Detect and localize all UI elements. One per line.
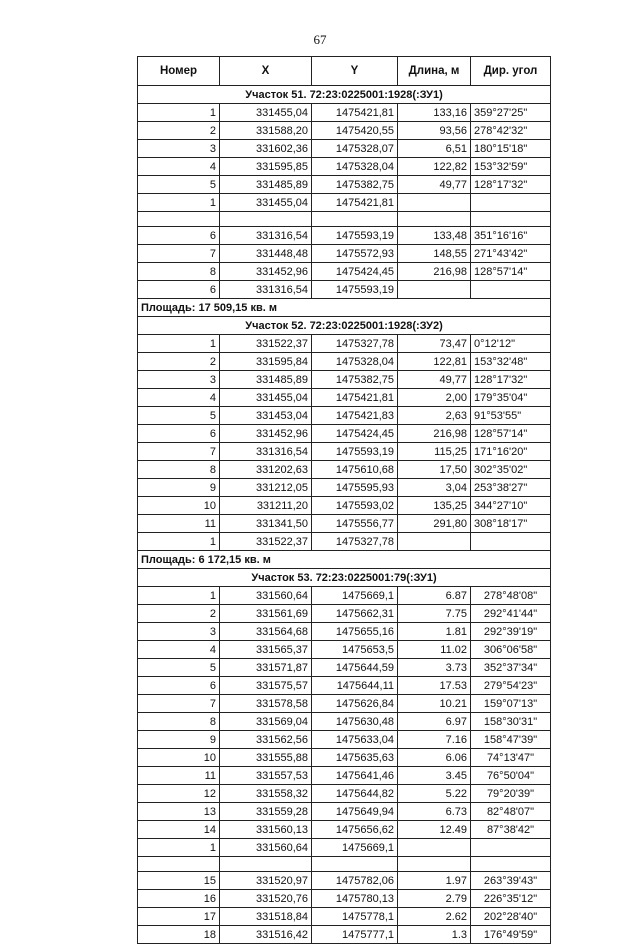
area-text: Площадь: 17 509,15 кв. м	[138, 299, 551, 317]
length-cell: 1.3	[398, 926, 471, 944]
x-cell: 331558,32	[220, 785, 312, 803]
area-row	[138, 551, 551, 569]
table-row	[138, 749, 551, 767]
point-number-cell: 5	[138, 659, 220, 677]
y-cell: 1475626,84	[312, 695, 398, 713]
length-cell: 5.22	[398, 785, 471, 803]
length-cell: 6.87	[398, 587, 471, 605]
x-cell: 331316,54	[220, 281, 312, 299]
point-number-cell: 1	[138, 104, 220, 122]
empty-cell	[220, 212, 312, 227]
length-cell: 133,16	[398, 104, 471, 122]
direction-angle-cell: 176°49'59"	[471, 926, 551, 944]
direction-angle-cell: 91°53'55"	[471, 407, 551, 425]
direction-angle-cell: 180°15'18"	[471, 140, 551, 158]
direction-angle-cell: 158°47'39"	[471, 731, 551, 749]
y-cell: 1475653,5	[312, 641, 398, 659]
length-cell: 216,98	[398, 263, 471, 281]
direction-angle-cell: 202°28'40"	[471, 908, 551, 926]
x-cell: 331595,85	[220, 158, 312, 176]
y-cell: 1475328,07	[312, 140, 398, 158]
length-cell: 3.45	[398, 767, 471, 785]
point-number-cell: 5	[138, 176, 220, 194]
y-cell: 1475382,75	[312, 176, 398, 194]
table-row	[138, 839, 551, 857]
point-number-cell: 5	[138, 407, 220, 425]
direction-angle-cell: 179°35'04"	[471, 389, 551, 407]
point-number-cell: 7	[138, 443, 220, 461]
table-row	[138, 158, 551, 176]
y-cell: 1475328,04	[312, 158, 398, 176]
section-title: Участок 51. 72:23:0225001:1928(:ЗУ1)	[138, 86, 551, 104]
table-row	[138, 281, 551, 299]
direction-angle-cell: 263°39'43"	[471, 872, 551, 890]
length-cell	[398, 533, 471, 551]
y-cell: 1475593,02	[312, 497, 398, 515]
table-row	[138, 176, 551, 194]
empty-cell	[398, 857, 471, 872]
length-cell: 115,25	[398, 443, 471, 461]
y-cell: 1475635,63	[312, 749, 398, 767]
x-cell: 331561,69	[220, 605, 312, 623]
y-cell: 1475655,16	[312, 623, 398, 641]
x-cell: 331575,57	[220, 677, 312, 695]
table-row	[138, 245, 551, 263]
y-cell: 1475593,19	[312, 443, 398, 461]
x-cell: 331520,97	[220, 872, 312, 890]
empty-cell	[138, 857, 220, 872]
direction-angle-cell: 76°50'04"	[471, 767, 551, 785]
x-cell: 331560,64	[220, 839, 312, 857]
point-number-cell: 1	[138, 587, 220, 605]
length-cell: 17,50	[398, 461, 471, 479]
table-row	[138, 803, 551, 821]
x-cell: 331485,89	[220, 176, 312, 194]
header-y: Y	[312, 57, 398, 86]
direction-angle-cell: 128°17'32"	[471, 176, 551, 194]
y-cell: 1475780,13	[312, 890, 398, 908]
empty-cell	[312, 212, 398, 227]
direction-angle-cell: 278°42'32"	[471, 122, 551, 140]
y-cell: 1475593,19	[312, 227, 398, 245]
point-number-cell: 3	[138, 371, 220, 389]
section-header-row	[138, 317, 551, 335]
direction-angle-cell: 302°35'02"	[471, 461, 551, 479]
point-number-cell: 3	[138, 623, 220, 641]
point-number-cell: 18	[138, 926, 220, 944]
table-row	[138, 515, 551, 533]
x-cell: 331588,20	[220, 122, 312, 140]
y-cell: 1475644,11	[312, 677, 398, 695]
y-cell: 1475328,04	[312, 353, 398, 371]
length-cell: 1.81	[398, 623, 471, 641]
length-cell: 7.75	[398, 605, 471, 623]
y-cell: 1475572,93	[312, 245, 398, 263]
point-number-cell: 6	[138, 281, 220, 299]
direction-angle-cell: 359°27'25"	[471, 104, 551, 122]
length-cell: 93,56	[398, 122, 471, 140]
point-number-cell: 6	[138, 425, 220, 443]
direction-angle-cell: 153°32'48"	[471, 353, 551, 371]
table-row	[138, 140, 551, 158]
y-cell: 1475644,59	[312, 659, 398, 677]
table-row	[138, 677, 551, 695]
y-cell: 1475649,94	[312, 803, 398, 821]
length-cell: 6.97	[398, 713, 471, 731]
point-number-cell: 8	[138, 461, 220, 479]
direction-angle-cell: 279°54'23"	[471, 677, 551, 695]
direction-angle-cell: 171°16'20"	[471, 443, 551, 461]
length-cell: 2,63	[398, 407, 471, 425]
table-row	[138, 785, 551, 803]
length-cell: 2.79	[398, 890, 471, 908]
x-cell: 331557,53	[220, 767, 312, 785]
table-row	[138, 227, 551, 245]
length-cell: 49,77	[398, 176, 471, 194]
header-number: Номер	[138, 57, 220, 86]
coordinates-table	[137, 56, 551, 944]
direction-angle-cell: 292°41'44"	[471, 605, 551, 623]
empty-cell	[312, 857, 398, 872]
point-number-cell: 1	[138, 194, 220, 212]
header-length: Длина, м	[398, 57, 471, 86]
x-cell: 331212,05	[220, 479, 312, 497]
x-cell: 331560,64	[220, 587, 312, 605]
area-row	[138, 299, 551, 317]
table-row	[138, 497, 551, 515]
x-cell: 331565,37	[220, 641, 312, 659]
table-row	[138, 623, 551, 641]
table-row	[138, 695, 551, 713]
point-number-cell: 17	[138, 908, 220, 926]
direction-angle-cell	[471, 533, 551, 551]
direction-angle-cell	[471, 194, 551, 212]
length-cell: 148,55	[398, 245, 471, 263]
x-cell: 331448,48	[220, 245, 312, 263]
length-cell: 12.49	[398, 821, 471, 839]
table-row	[138, 641, 551, 659]
point-number-cell: 1	[138, 533, 220, 551]
point-number-cell: 15	[138, 872, 220, 890]
x-cell: 331602,36	[220, 140, 312, 158]
y-cell: 1475327,78	[312, 335, 398, 353]
point-number-cell: 6	[138, 227, 220, 245]
empty-cell	[398, 212, 471, 227]
point-number-cell: 16	[138, 890, 220, 908]
area-text: Площадь: 6 172,15 кв. м	[138, 551, 551, 569]
direction-angle-cell: 128°57'14"	[471, 263, 551, 281]
point-number-cell: 14	[138, 821, 220, 839]
direction-angle-cell: 74°13'47"	[471, 749, 551, 767]
table-row	[138, 533, 551, 551]
point-number-cell: 9	[138, 731, 220, 749]
x-cell: 331559,28	[220, 803, 312, 821]
direction-angle-cell	[471, 839, 551, 857]
length-cell: 10.21	[398, 695, 471, 713]
table-row	[138, 443, 551, 461]
y-cell: 1475778,1	[312, 908, 398, 926]
table-body	[138, 86, 551, 944]
table-row	[138, 335, 551, 353]
table-row	[138, 731, 551, 749]
y-cell: 1475593,19	[312, 281, 398, 299]
section-title: Участок 52. 72:23:0225001:1928(:ЗУ2)	[138, 317, 551, 335]
direction-angle-cell: 292°39'19"	[471, 623, 551, 641]
length-cell: 11.02	[398, 641, 471, 659]
x-cell: 331341,50	[220, 515, 312, 533]
table-row	[138, 104, 551, 122]
x-cell: 331452,96	[220, 263, 312, 281]
y-cell: 1475782,06	[312, 872, 398, 890]
direction-angle-cell: 271°43'42"	[471, 245, 551, 263]
table-row	[138, 605, 551, 623]
table-row	[138, 587, 551, 605]
x-cell: 331455,04	[220, 389, 312, 407]
table-row	[138, 872, 551, 890]
y-cell: 1475777,1	[312, 926, 398, 944]
y-cell: 1475641,46	[312, 767, 398, 785]
blank-row	[138, 857, 551, 872]
table-row	[138, 407, 551, 425]
length-cell: 1.97	[398, 872, 471, 890]
point-number-cell: 10	[138, 749, 220, 767]
x-cell: 331518,84	[220, 908, 312, 926]
direction-angle-cell: 87°38'42"	[471, 821, 551, 839]
x-cell: 331202,63	[220, 461, 312, 479]
point-number-cell: 11	[138, 515, 220, 533]
y-cell: 1475662,31	[312, 605, 398, 623]
direction-angle-cell	[471, 281, 551, 299]
point-number-cell: 3	[138, 140, 220, 158]
table-row	[138, 122, 551, 140]
point-number-cell: 11	[138, 767, 220, 785]
section-title: Участок 53. 72:23:0225001:79(:ЗУ1)	[138, 569, 551, 587]
y-cell: 1475382,75	[312, 371, 398, 389]
x-cell: 331571,87	[220, 659, 312, 677]
point-number-cell: 2	[138, 353, 220, 371]
y-cell: 1475610,68	[312, 461, 398, 479]
point-number-cell: 4	[138, 389, 220, 407]
table-row	[138, 767, 551, 785]
length-cell: 122,82	[398, 158, 471, 176]
length-cell: 3.73	[398, 659, 471, 677]
x-cell: 331522,37	[220, 533, 312, 551]
point-number-cell: 4	[138, 158, 220, 176]
length-cell: 291,80	[398, 515, 471, 533]
direction-angle-cell: 253°38'27"	[471, 479, 551, 497]
direction-angle-cell: 306°06'58"	[471, 641, 551, 659]
x-cell: 331569,04	[220, 713, 312, 731]
direction-angle-cell: 351°16'16"	[471, 227, 551, 245]
y-cell: 1475420,55	[312, 122, 398, 140]
direction-angle-cell: 278°48'08"	[471, 587, 551, 605]
point-number-cell: 7	[138, 695, 220, 713]
table-row	[138, 479, 551, 497]
point-number-cell: 1	[138, 335, 220, 353]
table-row	[138, 461, 551, 479]
length-cell: 7.16	[398, 731, 471, 749]
table-row	[138, 425, 551, 443]
x-cell: 331452,96	[220, 425, 312, 443]
section-header-row	[138, 569, 551, 587]
table-row	[138, 821, 551, 839]
x-cell: 331564,68	[220, 623, 312, 641]
x-cell: 331316,54	[220, 227, 312, 245]
table-row	[138, 389, 551, 407]
table-row	[138, 926, 551, 944]
point-number-cell: 6	[138, 677, 220, 695]
direction-angle-cell: 82°48'07"	[471, 803, 551, 821]
x-cell: 331211,20	[220, 497, 312, 515]
y-cell: 1475669,1	[312, 587, 398, 605]
section-header-row	[138, 86, 551, 104]
x-cell: 331455,04	[220, 104, 312, 122]
table-row	[138, 713, 551, 731]
empty-cell	[220, 857, 312, 872]
length-cell	[398, 281, 471, 299]
length-cell: 73,47	[398, 335, 471, 353]
length-cell: 2,00	[398, 389, 471, 407]
point-number-cell: 1	[138, 839, 220, 857]
blank-row	[138, 212, 551, 227]
x-cell: 331522,37	[220, 335, 312, 353]
direction-angle-cell: 153°32'59"	[471, 158, 551, 176]
empty-cell	[471, 212, 551, 227]
point-number-cell: 9	[138, 479, 220, 497]
direction-angle-cell: 352°37'34"	[471, 659, 551, 677]
x-cell: 331453,04	[220, 407, 312, 425]
y-cell: 1475644,82	[312, 785, 398, 803]
point-number-cell: 13	[138, 803, 220, 821]
y-cell: 1475424,45	[312, 263, 398, 281]
table-row	[138, 371, 551, 389]
y-cell: 1475556,77	[312, 515, 398, 533]
point-number-cell: 2	[138, 122, 220, 140]
direction-angle-cell: 79°20'39"	[471, 785, 551, 803]
empty-cell	[471, 857, 551, 872]
x-cell: 331560,13	[220, 821, 312, 839]
x-cell: 331555,88	[220, 749, 312, 767]
x-cell: 331578,58	[220, 695, 312, 713]
header-x: X	[220, 57, 312, 86]
table-row	[138, 659, 551, 677]
point-number-cell: 2	[138, 605, 220, 623]
y-cell: 1475421,81	[312, 194, 398, 212]
x-cell: 331455,04	[220, 194, 312, 212]
x-cell: 331520,76	[220, 890, 312, 908]
x-cell: 331595,84	[220, 353, 312, 371]
point-number-cell: 12	[138, 785, 220, 803]
point-number-cell: 4	[138, 641, 220, 659]
x-cell: 331562,56	[220, 731, 312, 749]
length-cell: 3,04	[398, 479, 471, 497]
direction-angle-cell: 0°12'12"	[471, 335, 551, 353]
empty-cell	[138, 212, 220, 227]
page-number: 67	[313, 32, 327, 47]
length-cell: 122,81	[398, 353, 471, 371]
y-cell: 1475669,1	[312, 839, 398, 857]
direction-angle-cell: 226°35'12"	[471, 890, 551, 908]
direction-angle-cell: 158°30'31"	[471, 713, 551, 731]
y-cell: 1475421,81	[312, 389, 398, 407]
x-cell: 331316,54	[220, 443, 312, 461]
length-cell: 133,48	[398, 227, 471, 245]
direction-angle-cell: 128°17'32"	[471, 371, 551, 389]
direction-angle-cell: 128°57'14"	[471, 425, 551, 443]
direction-angle-cell: 308°18'17"	[471, 515, 551, 533]
length-cell: 17.53	[398, 677, 471, 695]
y-cell: 1475421,81	[312, 104, 398, 122]
y-cell: 1475424,45	[312, 425, 398, 443]
length-cell: 6,51	[398, 140, 471, 158]
length-cell: 2.62	[398, 908, 471, 926]
point-number-cell: 8	[138, 713, 220, 731]
y-cell: 1475327,78	[312, 533, 398, 551]
point-number-cell: 7	[138, 245, 220, 263]
y-cell: 1475633,04	[312, 731, 398, 749]
length-cell: 6.06	[398, 749, 471, 767]
length-cell: 135,25	[398, 497, 471, 515]
table-row	[138, 263, 551, 281]
table-row	[138, 194, 551, 212]
direction-angle-cell: 344°27'10"	[471, 497, 551, 515]
header-direction-angle: Дир. угол	[471, 57, 551, 86]
y-cell: 1475656,62	[312, 821, 398, 839]
length-cell: 6.73	[398, 803, 471, 821]
y-cell: 1475421,83	[312, 407, 398, 425]
x-cell: 331485,89	[220, 371, 312, 389]
y-cell: 1475595,93	[312, 479, 398, 497]
length-cell	[398, 839, 471, 857]
length-cell: 216,98	[398, 425, 471, 443]
header-row	[138, 57, 551, 86]
point-number-cell: 10	[138, 497, 220, 515]
y-cell: 1475630,48	[312, 713, 398, 731]
point-number-cell: 8	[138, 263, 220, 281]
direction-angle-cell: 159°07'13"	[471, 695, 551, 713]
length-cell	[398, 194, 471, 212]
length-cell: 49,77	[398, 371, 471, 389]
table-row	[138, 908, 551, 926]
x-cell: 331516,42	[220, 926, 312, 944]
table-row	[138, 353, 551, 371]
